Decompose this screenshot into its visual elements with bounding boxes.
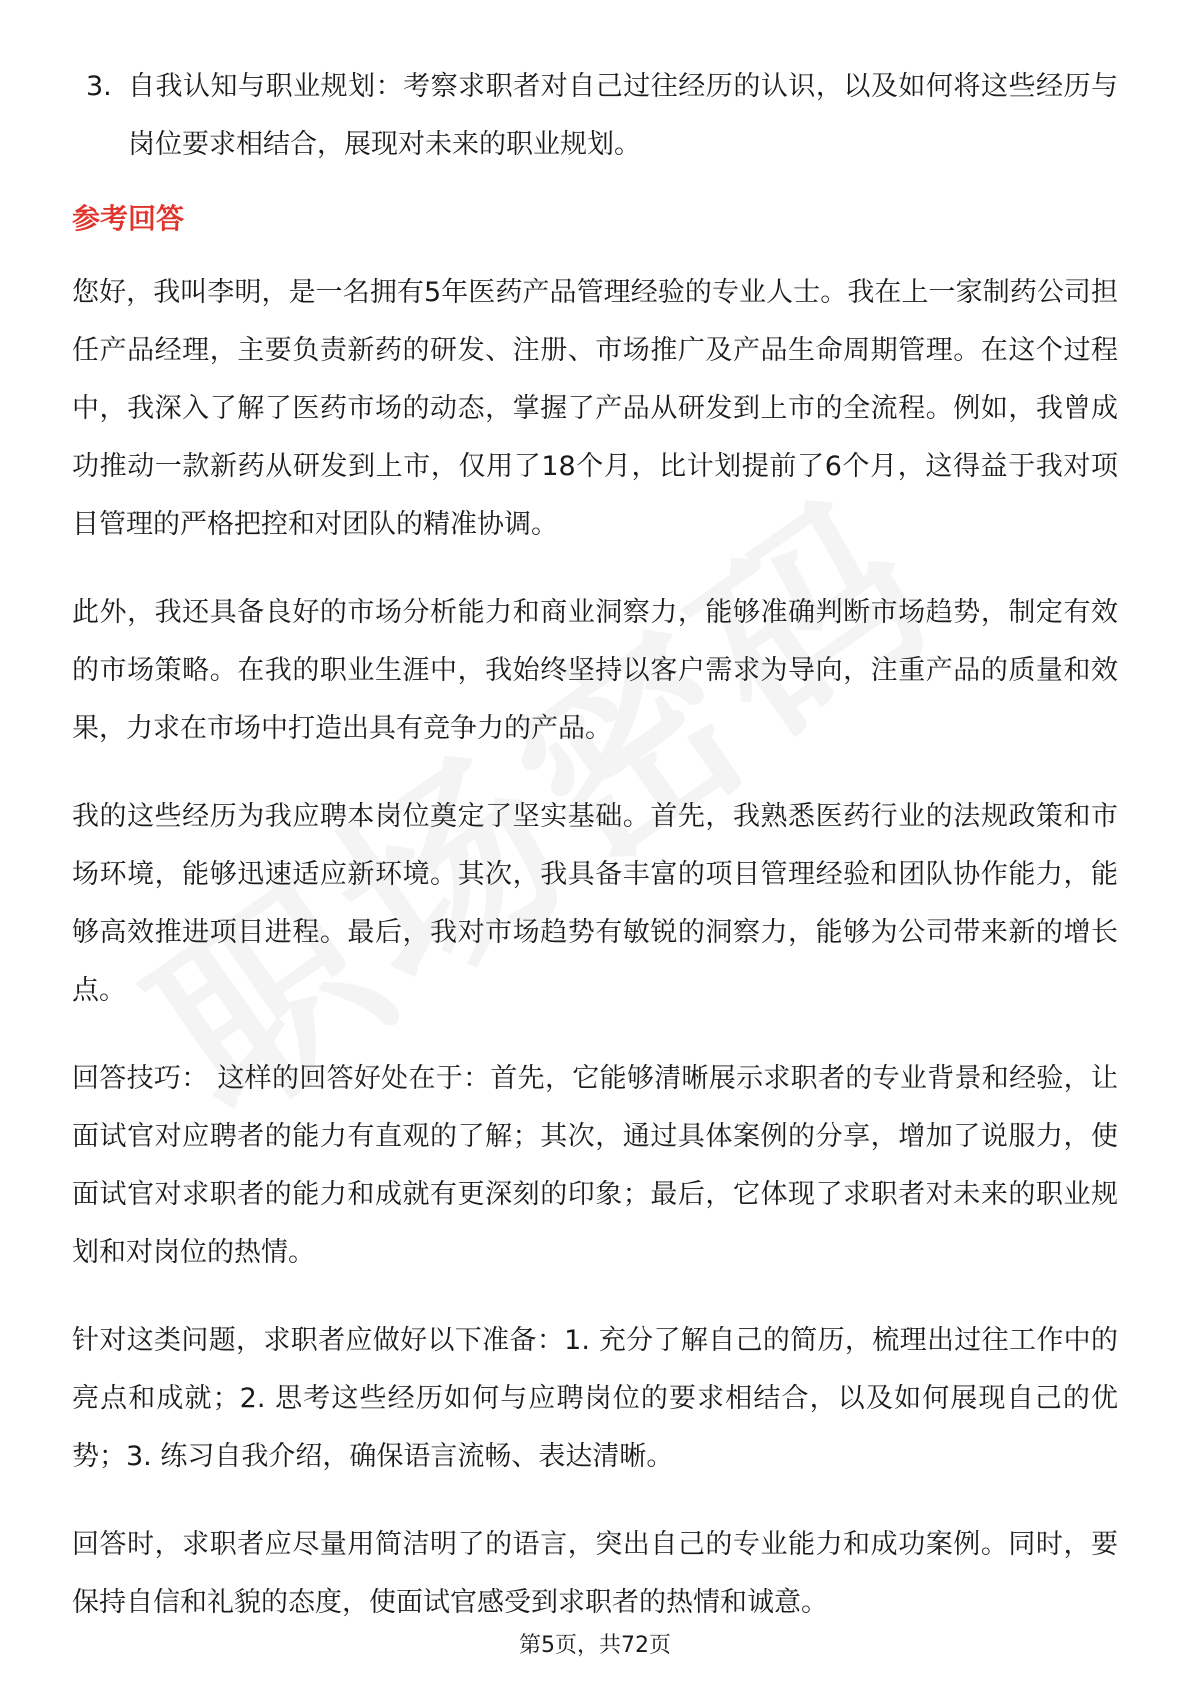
content-area — [72, 58, 1118, 1632]
paragraph-fit: 我的这些经历为我应聘本岗位奠定了坚实基础。首先，我熟悉医药行业的法规政策和市场环境，能够迅速适应新环境。其次，我具备丰富的项目管理经验和团队协作能力，能够高效推进项目进程。最后，我对市场趋势有敏锐的洞察力，能够为公司带来新的增长点。 — [72, 801, 1118, 1006]
paragraph-gap — [72, 1282, 1118, 1312]
paragraph-closing: 回答时，求职者应尽量用简洁明了的语言，突出自己的专业能力和成功案例。同时，要保持自信和礼貌的态度，使面试官感受到求职者的热情和诚意。 — [72, 1529, 1118, 1618]
paragraph-gap — [72, 1486, 1118, 1516]
section-heading-reference-answer: 参考回答 — [72, 202, 185, 235]
list-number: 3. — [86, 71, 112, 102]
page-number-footer: 第5页，共72页 — [519, 1633, 671, 1658]
paragraph-answer-tips: 回答技巧： 这样的回答好处在于：首先，它能够清晰展示求职者的专业背景和经验，让面试官对应聘者的能力有直观的了解；其次，通过具体案例的分享，增加了说服力，使面试官对求职者的能力和成就有更深刻的印象；最后，它体现了求职者对未来的职业规划和对岗位的热情。 — [72, 1063, 1118, 1268]
paragraph-preparation: 针对这类问题，求职者应做好以下准备：1. 充分了解自己的简历，梳理出过往工作中的亮点和成就；2. 思考这些经历如何与应聘岗位的要求相结合，以及如何展现自己的优势；3. 练习自我介绍，确保语言流畅、表达清晰。 — [72, 1325, 1118, 1472]
paragraph-intro: 您好，我叫李明，是一名拥有5年医药产品管理经验的专业人士。我在上一家制药公司担任产品经理，主要负责新药的研发、注册、市场推广及产品生命周期管理。在这个过程中，我深入了解了医药市场的动态，掌握了产品从研发到上市的全流程。例如，我曾成功推动一款新药从研发到上市，仅用了18个月，比计划提前了6个月，这得益于我对项目管理的严格把控和对团队的精准协调。 — [72, 277, 1118, 540]
list-item-3 — [86, 58, 1118, 174]
paragraph-gap — [72, 554, 1118, 584]
paragraph-market-ability: 此外，我还具备良好的市场分析能力和商业洞察力，能够准确判断市场趋势，制定有效的市场策略。在我的职业生涯中，我始终坚持以客户需求为导向，注重产品的质量和效果，力求在市场中打造出具有竞争力的产品。 — [72, 597, 1118, 744]
paragraph-gap — [72, 1020, 1118, 1050]
paragraph-gap — [72, 758, 1118, 788]
list-item-text: 自我认知与职业规划：考察求职者对自己过往经历的认识，以及如何将这些经历与岗位要求相结合，展现对未来的职业规划。 — [128, 71, 1118, 160]
